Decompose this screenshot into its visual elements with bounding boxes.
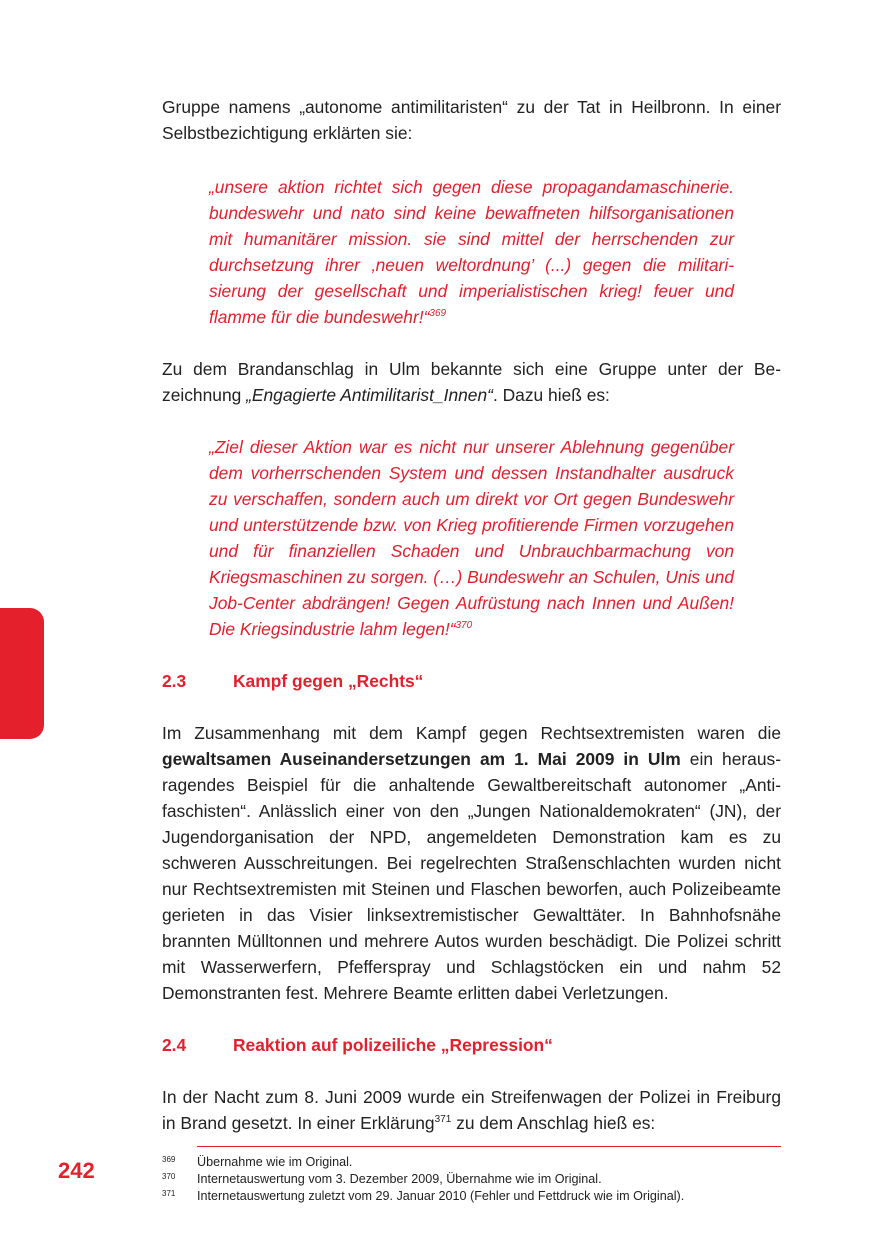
- paragraph-intro: [162, 94, 781, 146]
- footnote-number: 370: [162, 1172, 176, 1181]
- footnote-divider: [197, 1146, 781, 1147]
- paragraph-intro-text: Gruppe namens „autonome antimilitaristen“ zu der Tat in Heilbronn. In einer Selbstbezichtigung erklärten sie:: [162, 97, 781, 143]
- heading-2-4-title: Reaktion auf polizeiliche „Repression“: [233, 1035, 553, 1055]
- paragraph-ulm-text-a: Zu dem Brandanschlag in Ulm bekannte sich eine Gruppe unter der Bezeichnung: [162, 359, 781, 405]
- paragraph-ulm-text-b: . Dazu hieß es:: [492, 385, 610, 405]
- heading-2-3-number: 2.3: [162, 671, 187, 691]
- footnote-text: Internetauswertung zuletzt vom 29. Januar 2010 (Fehler und Fettdruck wie im Original).: [197, 1189, 685, 1203]
- paragraph-rechts-bold: gewaltsamen Auseinandersetzungen am 1. Mai 2009 in Ulm: [162, 749, 681, 769]
- paragraph-freiburg-text-a: In der Nacht zum 8. Juni 2009 wurde ein Streifenwagen der Polizei in Freiburg in Brand gesetzt. In einer Erklärung: [162, 1087, 781, 1133]
- footnote-text: Übernahme wie im Original.: [197, 1155, 353, 1169]
- paragraph-rechts-text-b: ein herausragendes Beispiel für die anhaltende Gewaltbereitschaft autonomer „Antifaschisten“. Anlässlich einer von den „Jungen Nationaldemokraten“ (JN), der Jugendorganisation der NPD, angemeldeten Demonstration kam es zu schweren Ausschreitungen. Bei regelrechten Straßenschlachten wurden nicht nur Rechtsextremisten mit Steinen und Flaschen beworfen, auch Polizeibeamte gerieten in das Visier linksextremistischer Gewalttäter. In Bahnhofsnähe brannten Mülltonnen und mehrere Autos wurden beschädigt. Die Polizei schritt mit Wasserwerfern, Pfefferspray und Schlagstöcken ein und nahm 52 Demonstranten fest. Mehrere Beamte erlitten dabei Verletzungen.: [162, 749, 781, 1003]
- paragraph-rechts-text-a: Im Zusammenhang mit dem Kampf gegen Rechtsextremisten waren die: [162, 723, 781, 743]
- footnote-number: 371: [162, 1189, 176, 1198]
- heading-2-4: [162, 1032, 553, 1058]
- quote-heilbronn-text: „unsere aktion richtet sich gegen diese propagandamaschinerie. bundeswehr und nato sind keine bewaffneten hilfsorganisationen mit humanitärer mission. sie sind mittel der herrschenden zur durchsetzung ihrer ‚neuen weltordnung’ (...) gegen die militarisierung der gesellschaft und imperialistischen krieg! feuer und flamme für die bundeswehr!“: [209, 177, 734, 327]
- quote-ulm: [209, 434, 734, 642]
- footnote-ref-370: 370: [455, 620, 473, 631]
- heading-2-4-number: 2.4: [162, 1035, 187, 1055]
- chapter-tab-marker: [0, 608, 44, 739]
- footnote-ref-371: 371: [434, 1114, 452, 1125]
- paragraph-freiburg: [162, 1084, 781, 1136]
- footnote-371: [162, 1185, 782, 1205]
- footnote-text: Internetauswertung vom 3. Dezember 2009, Übernahme wie im Original.: [197, 1172, 602, 1186]
- quote-heilbronn: [209, 174, 734, 330]
- paragraph-rechts: [162, 720, 781, 1006]
- page-number: 242: [58, 1158, 95, 1183]
- heading-2-3: [162, 668, 423, 694]
- paragraph-freiburg-text-b: zu dem Anschlag hieß es:: [451, 1113, 656, 1133]
- footnote-number: 369: [162, 1155, 176, 1164]
- footnote-ref-369: 369: [429, 308, 447, 319]
- heading-2-3-title: Kampf gegen „Rechts“: [233, 671, 424, 691]
- group-name-italic: „Engagierte Antimilitarist_Innen“: [246, 385, 493, 405]
- quote-ulm-text: „Ziel dieser Aktion war es nicht nur unserer Ablehnung gegenüber dem vorherrschenden System und dessen Instandhalter ausdruck zu verschaffen, sondern auch um direkt vor Ort gegen Bundeswehr und unterstützende bzw. von Krieg profitierende Firmen vorzugehen und für finanziellen Schaden und Unbrauchbarmachung von Kriegsmaschinen zu sorgen. (…) Bundeswehr an Schulen, Unis und Job-Center abdrängen! Gegen Aufrüstung nach Innen und Außen! Die Kriegsindustrie lahm legen!“: [209, 437, 734, 639]
- paragraph-ulm: [162, 356, 781, 408]
